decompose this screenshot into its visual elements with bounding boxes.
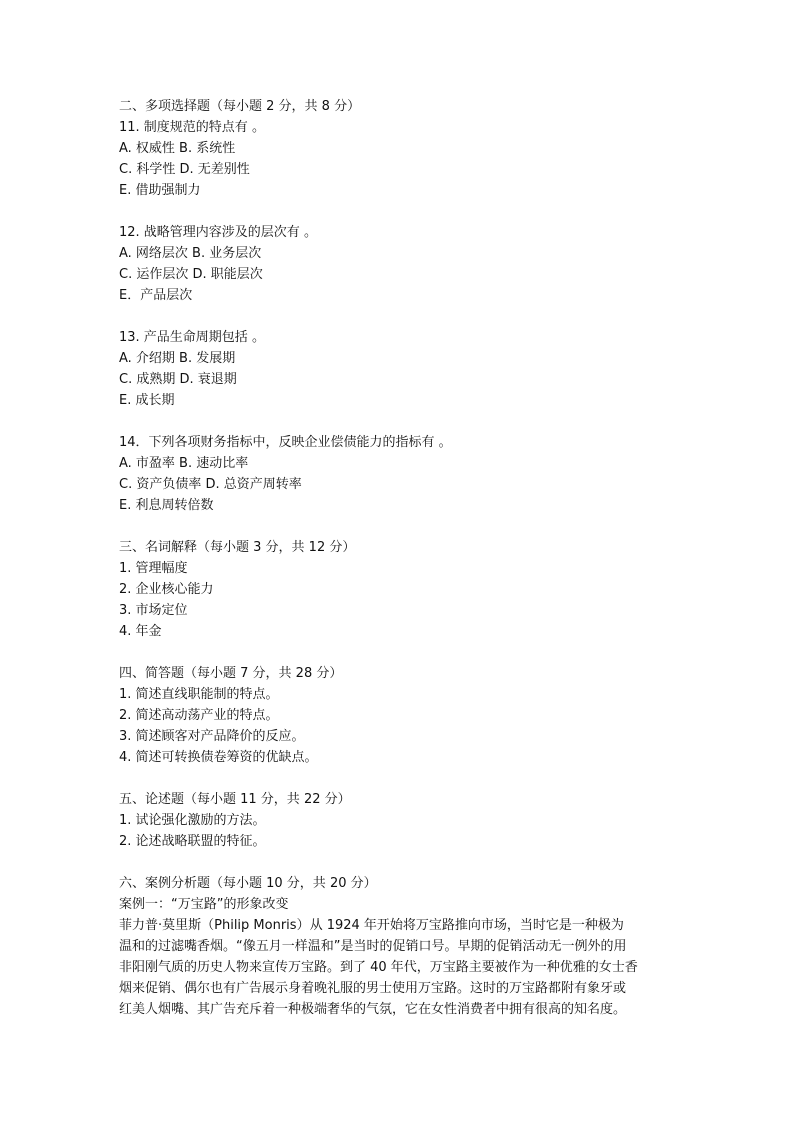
question-stem: 11. 制度规范的特点有 。 (119, 120, 265, 135)
case-line: 红美人烟嘴、其广告充斥着一种极端奢华的气氛，它在女性消费者中拥有很高的知名度。 (119, 1002, 627, 1017)
question-option: C. 资产负债率 D. 总资产周转率 (119, 477, 302, 492)
list-item: 4. 年金 (119, 624, 162, 639)
case-line: 烟来促销、偶尔也有广告展示身着晚礼服的男士使用万宝路。这时的万宝路都附有象牙或 (119, 981, 627, 996)
question-option: A. 市盈率 B. 速动比率 (119, 456, 249, 471)
list-item: 2. 企业核心能力 (119, 582, 214, 597)
document-page (119, 96, 679, 1020)
section-heading: 四、简答题（每小题 7 分，共 28 分） (119, 666, 343, 681)
question-option: E. 成长期 (119, 393, 175, 408)
section-heading: 二、多项选择题（每小题 2 分，共 8 分） (119, 99, 361, 114)
list-item: 1. 简述直线职能制的特点。 (119, 687, 279, 702)
section-heading: 三、名词解释（每小题 3 分，共 12 分） (119, 540, 356, 555)
question-option: A. 权威性 B. 系统性 (119, 141, 236, 156)
list-item: 1. 管理幅度 (119, 561, 188, 576)
question-option: A. 网络层次 B. 业务层次 (119, 246, 262, 261)
list-item: 2. 简述高动荡产业的特点。 (119, 708, 279, 723)
list-item: 3. 简述顾客对产品降价的反应。 (119, 729, 305, 744)
question-option: A. 介绍期 B. 发展期 (119, 351, 236, 366)
list-item: 1. 试论强化激励的方法。 (119, 813, 266, 828)
question-option: E. 借助强制力 (119, 183, 201, 198)
section-heading: 五、论述题（每小题 11 分，共 22 分） (119, 792, 351, 807)
case-line: 菲力普·莫里斯（Philip Monris）从 1924 年开始将万宝路推向市场，当时它是一种极为 (119, 918, 624, 933)
question-stem: 12. 战略管理内容涉及的层次有 。 (119, 225, 317, 240)
case-line: 温和的过滤嘴香烟。“像五月一样温和”是当时的促销口号。早期的促销活动无一例外的用 (119, 939, 627, 954)
question-option: C. 成熟期 D. 衰退期 (119, 372, 237, 387)
question-option: E．产品层次 (119, 288, 193, 303)
question-option: C. 科学性 D. 无差别性 (119, 162, 250, 177)
question-stem: 14．下列各项财务指标中，反映企业偿债能力的指标有 。 (119, 435, 452, 450)
list-item: 4. 简述可转换债卷筹资的优缺点。 (119, 750, 318, 765)
section-heading: 六、案例分析题（每小题 10 分，共 20 分） (119, 876, 377, 891)
case-title: 案例一：“万宝路”的形象改变 (119, 897, 289, 912)
question-option: E. 利息周转倍数 (119, 498, 214, 513)
case-paragraph (119, 915, 667, 1020)
question-stem: 13. 产品生命周期包括 。 (119, 330, 265, 345)
question-option: C. 运作层次 D. 职能层次 (119, 267, 263, 282)
list-item: 2. 论述战略联盟的特征。 (119, 834, 266, 849)
list-item: 3. 市场定位 (119, 603, 188, 618)
case-line: 非阳刚气质的历史人物来宣传万宝路。到了 40 年代，万宝路主要被作为一种优雅的女士香 (119, 960, 638, 975)
